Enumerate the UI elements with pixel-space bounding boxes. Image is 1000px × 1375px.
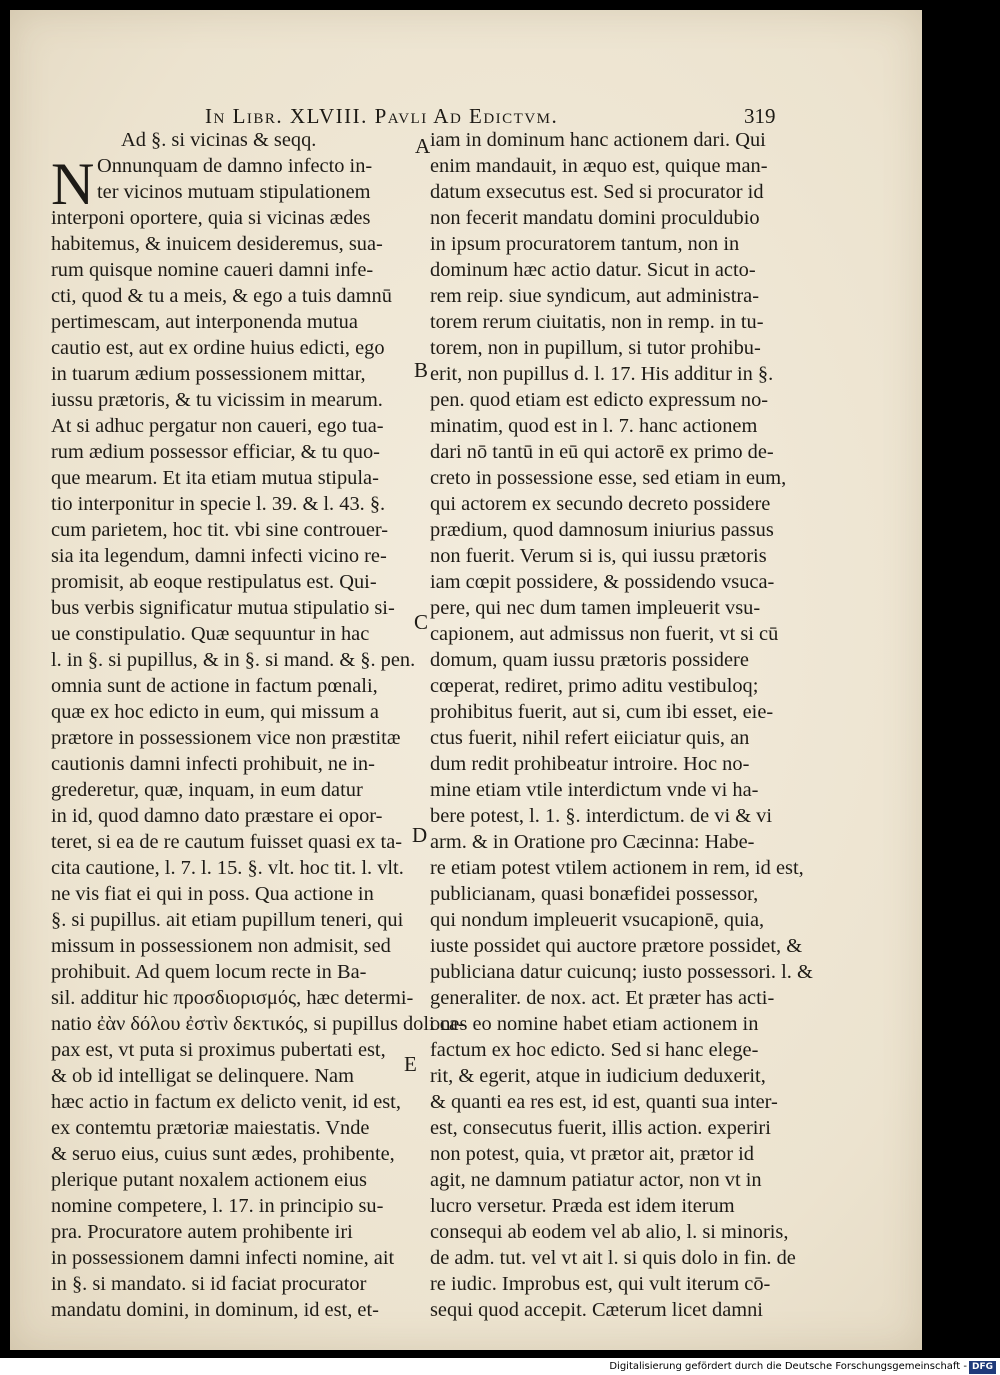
- text-line: rum quisque nomine caueri damni infe-: [51, 259, 374, 281]
- text-line: interponi oportere, quia si vicinas ædes: [51, 207, 371, 229]
- text-line: agit, ne damnum patiatur actor, non vt in: [430, 1169, 762, 1191]
- margin-letter-e: E: [404, 1052, 417, 1076]
- text-line: missum in possessionem non admisit, sed: [51, 935, 391, 957]
- text-line: dum redit prohibeatur introire. Hoc no-: [430, 753, 750, 775]
- digitization-footer: [0, 1358, 1000, 1375]
- text-line: cautionis damni infecti prohibuit, ne in-: [51, 753, 375, 775]
- text-line: de adm. tut. vel vt ait l. si quis dolo in fin. de: [430, 1247, 796, 1269]
- text-line: ex contemtu prætoriæ maiestatis. Vnde: [51, 1117, 370, 1139]
- footer-credit: Digitalisierung gefördert durch die Deutsche Forschungsgemeinschaft -: [609, 1361, 967, 1372]
- text-line: pax est, vt puta si proximus pubertati est,: [51, 1039, 386, 1061]
- margin-letter-a: A: [415, 134, 431, 158]
- text-line: Onnunquam de damno infecto in-: [97, 155, 373, 177]
- left-text-column: [51, 127, 465, 1323]
- text-line: minatim, quod est in l. 7. hanc actionem: [430, 415, 758, 437]
- text-line: omnia sunt de actione in factum pœnali,: [51, 675, 378, 697]
- text-line: promisit, ab eoque restipulatus est. Qui-: [51, 571, 377, 593]
- text-line: mine etiam vtile interdictum vnde vi ha-: [430, 779, 759, 801]
- text-line: iam in dominum hanc actionem dari. Qui: [430, 129, 766, 151]
- text-line: qui nondum impleuerit vsucapionē, quia,: [430, 909, 765, 931]
- text-line: publiciana datur cuicunq; iusto possessori. l. &: [430, 961, 813, 983]
- text-line: Ad §. si vicinas & seqq.: [121, 129, 317, 151]
- text-line: natio ἐὰν δόλου ἐστὶν δεκτικός, si pupillus doli ca-: [51, 1013, 465, 1035]
- text-line: sequi quod accepit. Cæterum licet damni: [430, 1299, 763, 1321]
- text-line: non potest, quia, vt prætor ait, prætor id: [430, 1143, 754, 1165]
- text-line: bere potest, l. 1. §. interdictum. de vi & vi: [430, 805, 773, 827]
- text-line: & ob id intelligat se delinquere. Nam: [51, 1065, 354, 1087]
- text-line: re iudic. Improbus est, qui vult iterum cō-: [430, 1273, 771, 1295]
- text-line: generaliter. de nox. act. Et præter has acti-: [430, 987, 775, 1009]
- text-line: habitemus, & inuicem desideremus, sua-: [51, 233, 383, 255]
- text-line: consequi ab eodem vel ab alio, l. si minoris,: [430, 1221, 789, 1243]
- text-line: arm. & in Oratione pro Cæcinna: Habe-: [430, 831, 755, 853]
- text-line: mandatu domini, in dominum, id est, et-: [51, 1299, 379, 1321]
- text-line: factum ex hoc edicto. Sed si hanc elege-: [430, 1039, 759, 1061]
- text-line: enim mandauit, in æquo est, quique man-: [430, 155, 768, 177]
- text-line: lucro versetur. Præda est idem iterum: [430, 1195, 735, 1217]
- dfg-logo-icon: DFG: [969, 1361, 996, 1374]
- text-line: iam cœpit possidere, & possidendo vsuca-: [430, 571, 775, 593]
- text-line: ones eo nomine habet etiam actionem in: [430, 1013, 759, 1035]
- text-line: l. in §. si pupillus, & in §. si mand. & §. pen.: [51, 649, 416, 671]
- right-text-column: [430, 127, 813, 1323]
- text-line: est, consecutus fuerit, illis action. experiri: [430, 1117, 771, 1139]
- margin-letter-d: D: [412, 823, 428, 847]
- text-line: pertimescam, aut interponenda mutua: [51, 311, 358, 333]
- margin-letter-b: B: [414, 358, 429, 382]
- text-line: rem reip. siue syndicum, aut administra-: [430, 285, 759, 307]
- text-line: erit, non pupillus d. l. 17. His additur in §.: [430, 363, 774, 385]
- text-line: cautio est, aut ex ordine huius edicti, ego: [51, 337, 385, 359]
- running-head: In Libr. XLVIII. Pavli Ad Edictvm.: [205, 104, 559, 128]
- text-line: capionem, aut admissus non fuerit, vt si cū: [430, 623, 779, 645]
- text-line: grederetur, quæ, inquam, in eum datur: [51, 779, 363, 801]
- text-line: & quanti ea res est, id est, quanti sua inter-: [430, 1091, 778, 1113]
- text-line: creto in possessione esse, sed etiam in eum,: [430, 467, 787, 489]
- page-number: 319: [744, 104, 776, 128]
- text-line: publicianam, quasi bonæfidei possessor,: [430, 883, 759, 905]
- text-line: sil. additur hic προσδιορισμός, hæc determi-: [51, 987, 414, 1009]
- text-line: dari nō tantū in eū qui actorē ex primo de-: [430, 441, 774, 463]
- text-line: in §. si mandato. si id faciat procurator: [51, 1273, 367, 1295]
- text-line: non fuerit. Verum si is, qui iussu prætoris: [430, 545, 767, 567]
- text-line: in id, quod damno dato præstare ei opor-: [51, 805, 383, 827]
- text-line: pen. quod etiam est edicto expressum no-: [430, 389, 769, 411]
- text-line: ne vis fiat ei qui in poss. Qua actione in: [51, 883, 374, 905]
- text-line: pra. Procuratore autem prohibente iri: [51, 1221, 353, 1243]
- text-line: ter vicinos mutuam stipulationem: [97, 181, 371, 203]
- text-line: nomine competere, l. 17. in principio su-: [51, 1195, 384, 1217]
- text-line: At si adhuc pergatur non caueri, ego tua-: [51, 415, 384, 437]
- text-line: quæ ex hoc edicto in eum, qui missum a: [51, 701, 379, 723]
- text-line: in possessionem damni infecti nomine, ait: [51, 1247, 395, 1269]
- text-line: que mearum. Et ita etiam mutua stipula-: [51, 467, 379, 489]
- text-line: tio interponitur in specie l. 39. & l. 43. §.: [51, 493, 386, 515]
- text-line: in tuarum ædium possessionem mittar,: [51, 363, 366, 385]
- text-line: cœperat, rediret, primo aditu vestibuloq;: [430, 675, 759, 697]
- text-line: ctus fuerit, nihil refert eiiciatur quis, an: [430, 727, 750, 749]
- text-line: §. si pupillus. ait etiam pupillum teneri, qui: [51, 909, 404, 931]
- text-line: sia ita legendum, damni infecti vicino re-: [51, 545, 387, 567]
- text-line: iuste possidet qui auctore prætore possidet, &: [430, 935, 803, 957]
- text-line: prædium, quod damnosum iniurius passus: [430, 519, 774, 541]
- text-line: non fecerit mandatu domini proculdubio: [430, 207, 760, 229]
- text-line: torem, non in pupillum, si tutor prohibu-: [430, 337, 761, 359]
- text-line: qui actorem ex secundo decreto possidere: [430, 493, 771, 515]
- margin-letter-c: C: [414, 610, 429, 634]
- text-line: re etiam potest vtilem actionem in rem, id est,: [430, 857, 804, 879]
- text-line: torem rerum ciuitatis, non in remp. in tu-: [430, 311, 764, 333]
- text-line: prohibitus fuerit, aut si, cum ibi esset, eie-: [430, 701, 774, 723]
- text-line: cita cautione, l. 7. l. 15. §. vlt. hoc tit. l. vlt.: [51, 857, 404, 879]
- text-line: hæc actio in factum ex delicto venit, id est,: [51, 1091, 401, 1113]
- text-line: ue constipulatio. Quæ sequuntur in hac: [51, 623, 370, 645]
- text-line: cti, quod & tu a meis, & ego a tuis damnū: [51, 285, 392, 307]
- text-line: datum exsecutus est. Sed si procurator id: [430, 181, 764, 203]
- text-line: prohibuit. Ad quem locum recte in Ba-: [51, 961, 367, 983]
- text-line: dominum hæc actio datur. Sicut in acto-: [430, 259, 756, 281]
- text-line: rit, & egerit, atque in iudicium deduxerit,: [430, 1065, 766, 1087]
- text-line: rum ædium possessor efficiar, & tu quo-: [51, 441, 380, 463]
- drop-capital: N: [51, 151, 95, 217]
- text-line: bus verbis significatur mutua stipulatio si-: [51, 597, 395, 619]
- text-line: iussu prætoris, & tu vicissim in mearum.: [51, 389, 383, 411]
- text-line: pere, qui nec dum tamen impleuerit vsu-: [430, 597, 761, 619]
- text-line: & seruo eius, cuius sunt ædes, prohibente,: [51, 1143, 395, 1165]
- text-line: domum, quam iussu prætoris possidere: [430, 649, 749, 671]
- text-line: cum parietem, hoc tit. vbi sine controuer-: [51, 519, 389, 541]
- text-line: in ipsum procuratorem tantum, non in: [430, 233, 740, 255]
- text-line: prætore in possessionem vice non præstitæ: [51, 727, 401, 749]
- text-line: teret, si ea de re cautum fuisset quasi ex ta-: [51, 831, 403, 853]
- text-line: plerique putant noxalem actionem eius: [51, 1169, 367, 1191]
